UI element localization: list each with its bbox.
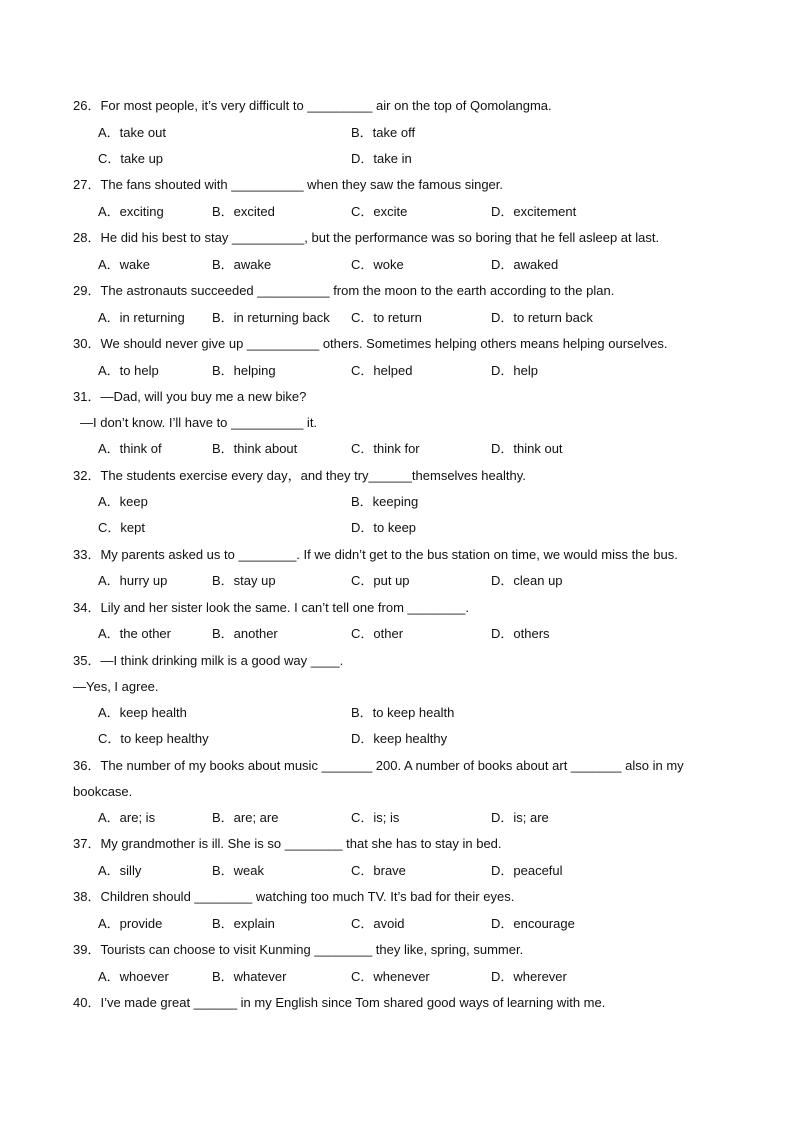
option-a[interactable]: A．to help xyxy=(98,363,159,378)
question-stem-continued: —Yes, I agree. xyxy=(73,679,159,694)
option-c[interactable]: C．to return xyxy=(351,310,422,325)
option-c[interactable]: C．put up xyxy=(351,573,410,588)
option-c[interactable]: C．whenever xyxy=(351,969,430,984)
option-d[interactable]: D．to return back xyxy=(491,310,593,325)
question-stem: 30．We should never give up __________ others. Sometimes helping others means helping ourselves. xyxy=(73,336,668,351)
option-a[interactable]: A．hurry up xyxy=(98,573,168,588)
option-c[interactable]: C．avoid xyxy=(351,916,405,931)
question-stem: 33．My parents asked us to ________. If we didn’t get to the bus station on time, we would miss the bus. xyxy=(73,547,678,562)
question-stem: 40．I’ve made great ______ in my English since Tom shared good ways of learning with me. xyxy=(73,995,606,1010)
option-d[interactable]: D．take in xyxy=(351,151,412,166)
question-stem: 29．The astronauts succeeded __________ from the moon to the earth according to the plan. xyxy=(73,283,615,298)
option-b[interactable]: B．keeping xyxy=(351,494,419,509)
option-a[interactable]: A．whoever xyxy=(98,969,169,984)
question-stem: 31．—Dad, will you buy me a new bike? xyxy=(73,389,307,404)
option-b[interactable]: B．think about xyxy=(212,441,298,456)
option-d[interactable]: D．wherever xyxy=(491,969,567,984)
question-stem: 27．The fans shouted with __________ when they saw the famous singer. xyxy=(73,177,504,192)
question-stem: 34．Lily and her sister look the same. I can’t tell one from ________. xyxy=(73,600,469,615)
question-stem: 38．Children should ________ watching too much TV. It’s bad for their eyes. xyxy=(73,889,515,904)
option-a[interactable]: A．the other xyxy=(98,626,171,641)
option-c[interactable]: C．helped xyxy=(351,363,413,378)
option-b[interactable]: B．stay up xyxy=(212,573,276,588)
option-d[interactable]: D．clean up xyxy=(491,573,563,588)
option-c[interactable]: C．woke xyxy=(351,257,404,272)
option-a[interactable]: A．provide xyxy=(98,916,163,931)
option-c[interactable]: C．excite xyxy=(351,204,408,219)
question-stem-continued: —I don’t know. I’ll have to __________ it. xyxy=(80,415,318,430)
option-d[interactable]: D．encourage xyxy=(491,916,575,931)
question-stem: 37．My grandmother is ill. She is so ________ that she has to stay in bed. xyxy=(73,836,502,851)
option-b[interactable]: B．another xyxy=(212,626,278,641)
option-a[interactable]: A．think of xyxy=(98,441,162,456)
option-c[interactable]: C．think for xyxy=(351,441,420,456)
option-d[interactable]: D．awaked xyxy=(491,257,559,272)
question-stem: 26．For most people, it’s very difficult to _________ air on the top of Qomolangma. xyxy=(73,98,552,113)
option-c[interactable]: C．is; is xyxy=(351,810,400,825)
option-d[interactable]: D．is; are xyxy=(491,810,549,825)
option-d[interactable]: D．think out xyxy=(491,441,563,456)
option-a[interactable]: A．keep xyxy=(98,494,148,509)
option-d[interactable]: D．excitement xyxy=(491,204,577,219)
option-a[interactable]: A．are; is xyxy=(98,810,156,825)
option-d[interactable]: D．others xyxy=(491,626,550,641)
option-b[interactable]: B．take off xyxy=(351,125,416,140)
option-d[interactable]: D．to keep xyxy=(351,520,417,535)
option-c[interactable]: C．to keep healthy xyxy=(98,731,209,746)
option-b[interactable]: B．whatever xyxy=(212,969,287,984)
option-c[interactable]: C．kept xyxy=(98,520,145,535)
option-c[interactable]: C．brave xyxy=(351,863,406,878)
question-stem: 39．Tourists can choose to visit Kunming ________ they like, spring, summer. xyxy=(73,942,524,957)
question-stem: 32．The students exercise every day，and they try______themselves healthy. xyxy=(73,468,526,483)
option-b[interactable]: B．awake xyxy=(212,257,272,272)
option-a[interactable]: A．silly xyxy=(98,863,142,878)
option-b[interactable]: B．helping xyxy=(212,363,276,378)
option-a[interactable]: A．take out xyxy=(98,125,166,140)
question-stem: 35．—I think drinking milk is a good way ____. xyxy=(73,653,344,668)
option-d[interactable]: D．help xyxy=(491,363,538,378)
option-c[interactable]: C．take up xyxy=(98,151,164,166)
option-b[interactable]: B．to keep health xyxy=(351,705,455,720)
option-b[interactable]: B．in returning back xyxy=(212,310,330,325)
option-a[interactable]: A．wake xyxy=(98,257,151,272)
option-c[interactable]: C．other xyxy=(351,626,404,641)
option-d[interactable]: D．keep healthy xyxy=(351,731,448,746)
option-b[interactable]: B．weak xyxy=(212,863,265,878)
option-d[interactable]: D．peaceful xyxy=(491,863,563,878)
question-stem: 36．The number of my books about music _______ 200. A number of books about art _______ also in my xyxy=(73,758,684,773)
option-b[interactable]: B．are; are xyxy=(212,810,279,825)
option-a[interactable]: A．keep health xyxy=(98,705,187,720)
option-b[interactable]: B．explain xyxy=(212,916,275,931)
option-b[interactable]: B．excited xyxy=(212,204,275,219)
option-a[interactable]: A．exciting xyxy=(98,204,164,219)
option-a[interactable]: A．in returning xyxy=(98,310,185,325)
question-stem-continued: bookcase. xyxy=(73,784,133,799)
question-stem: 28．He did his best to stay __________, but the performance was so boring that he fell asleep at last. xyxy=(73,230,660,245)
